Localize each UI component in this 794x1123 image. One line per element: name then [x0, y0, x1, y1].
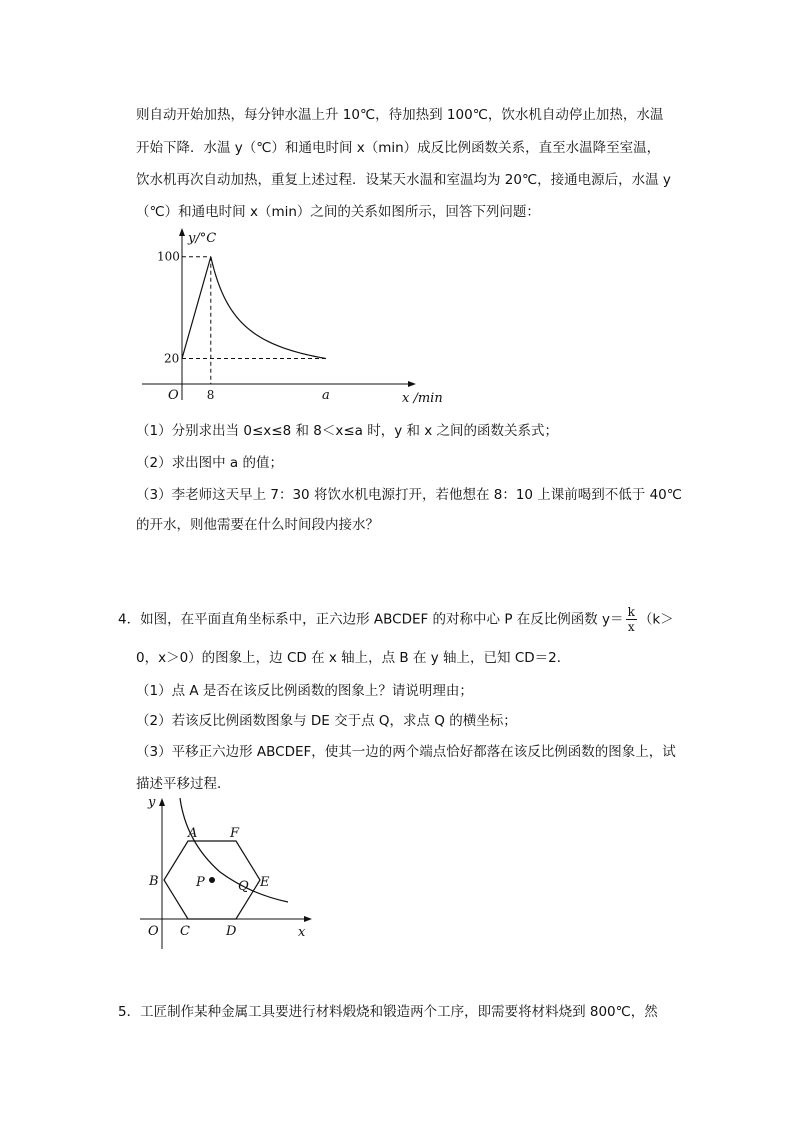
- point-p-label: P: [196, 875, 205, 890]
- y-axis-arrow: [179, 228, 185, 236]
- fraction-numerator: k: [627, 605, 635, 619]
- p4-line-1-text: 4．如图，在平面直角坐标系中，正六边形 ABCDEF 的对称中心 P 在反比例函数 y＝: [118, 611, 624, 628]
- p4-question-3: （3）平移正六边形 ABCDEF，使其一边的两个端点恰好都落在该反比例函数的图象上，试: [136, 744, 676, 760]
- p4-line-2: 0，x＞0）的图象上，边 CD 在 x 轴上，点 B 在 y 轴上，已知 CD＝2．: [136, 650, 571, 666]
- x-axis-label: x /min: [402, 391, 443, 406]
- p3-question-1: （1）分别求出当 0≤x≤8 和 8＜x≤a 时，y 和 x 之间的函数关系式；: [136, 423, 559, 439]
- center-point-p: [209, 877, 215, 883]
- origin-label: O: [168, 388, 179, 403]
- fraction-denominator: x: [627, 620, 635, 634]
- y-axis-label: y/°C: [188, 231, 217, 246]
- x-tick-8: 8: [206, 388, 215, 402]
- p3-intro-line-1: 则自动开始加热，每分钟水温上升 10℃，待加热到 100℃，饮水机自动停止加热，水温: [136, 107, 664, 123]
- temperature-time-chart: [130, 222, 450, 412]
- y-label: y: [148, 795, 156, 810]
- p4-line-1-tail: （k＞: [638, 611, 674, 628]
- p3-intro-line-2: 开始下降．水温 y（℃）和通电时间 x（min）成反比例函数关系，直至水温降至室温，: [136, 140, 661, 156]
- p4-line-1: [118, 606, 674, 633]
- series-cooling: [211, 257, 326, 359]
- p4-question-3-cont: 描述平移过程．: [136, 776, 231, 792]
- point-d-label: D: [226, 924, 237, 939]
- point-c-label: C: [180, 924, 190, 939]
- x-label: x: [298, 925, 306, 940]
- p4-question-1: （1）点 A 是否在该反比例函数的图象上？请说明理由；: [136, 683, 473, 699]
- y-tick-20: 20: [164, 351, 180, 366]
- p3-question-3: （3）李老师这天早上 7：30 将饮水机电源打开，若他想在 8：10 上课前喝到不低于 40℃: [136, 487, 682, 503]
- series-heating: [182, 257, 211, 359]
- point-b-label: B: [149, 874, 159, 889]
- p4-question-2: （2）若该反比例函数图象与 DE 交于点 Q，求点 Q 的横坐标；: [136, 713, 517, 729]
- point-q-label: Q: [238, 879, 249, 894]
- k-over-x-fraction: [626, 606, 637, 633]
- x-axis-arrow: [408, 381, 416, 387]
- p3-intro-line-3: 饮水机再次自动加热，重复上述过程．设某天水温和室温均为 20℃，接通电源后，水温 y: [136, 172, 671, 188]
- point-a-label: A: [188, 826, 198, 841]
- y-axis-arrow: [159, 798, 165, 806]
- x-tick-a: a: [322, 388, 330, 403]
- p3-question-3-cont: 的开水，则他需要在什么时间段内接水？: [136, 517, 379, 533]
- origin-label: O: [148, 924, 159, 939]
- p3-intro-line-4: （℃）和通电时间 x（min）之间的关系如图所示，回答下列问题：: [136, 204, 540, 220]
- y-tick-100: 100: [157, 249, 180, 264]
- hexagon-figure: [140, 792, 320, 952]
- p3-question-2: （2）求出图中 a 的值；: [136, 455, 283, 471]
- p5-line-1: 5．工匠制作某种金属工具要进行材料煅烧和锻造两个工序，即需要将材料烧到 800℃，然: [118, 1004, 658, 1020]
- point-e-label: E: [260, 875, 270, 890]
- point-f-label: F: [230, 826, 240, 841]
- x-axis-arrow: [304, 916, 312, 922]
